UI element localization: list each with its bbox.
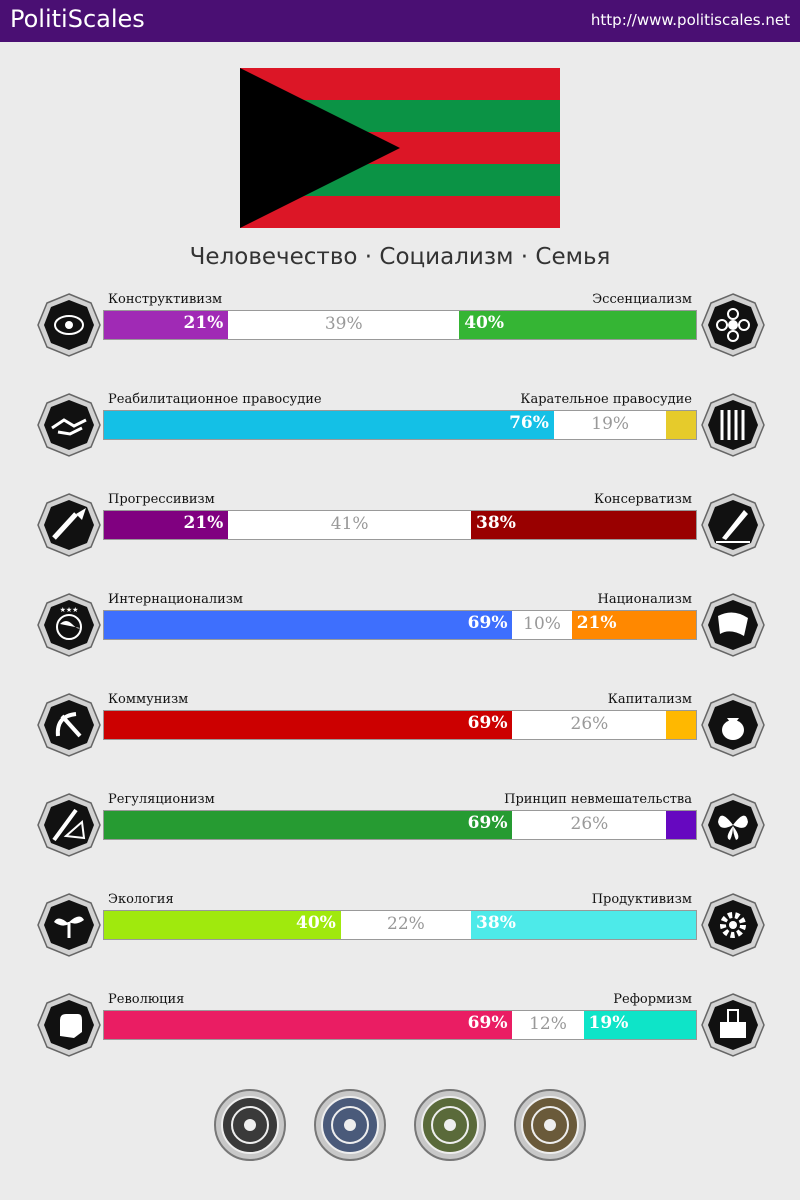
axis-right-label: Национализм [597, 592, 692, 607]
sprout-icon [36, 892, 102, 958]
monarchism-badge-icon [513, 1088, 587, 1162]
slogan: Человечество · Социализм · Семья [189, 244, 611, 270]
gear-icon [700, 892, 766, 958]
axis-left-percent: 40% [295, 913, 336, 933]
ideology-flag [240, 68, 560, 228]
axis-left-segment [104, 311, 228, 339]
veganism-badge-icon [413, 1088, 487, 1162]
axis-right-segment [666, 711, 696, 739]
axis-left-label: Реабилитационное правосудие [108, 392, 322, 407]
axis-right-percent: 38% [476, 913, 516, 933]
axis-left-label: Экология [108, 892, 174, 907]
axis-left-percent: 21% [183, 313, 224, 333]
axis-bar [103, 810, 697, 840]
app-logo[interactable]: PolitiScales [10, 5, 145, 33]
axis-right-label: Карательное правосудие [520, 392, 692, 407]
axis-row [0, 790, 800, 890]
axis-right-segment [471, 511, 696, 539]
torch-icon [36, 492, 102, 558]
axis-bar [103, 310, 697, 340]
axis-neutral-percent: 10% [523, 614, 561, 634]
axis-bar [103, 510, 697, 540]
axis-bar [103, 910, 697, 940]
axis-right-segment [471, 911, 696, 939]
axis-right-percent: 38% [476, 513, 516, 533]
axis-neutral-percent: 26% [570, 714, 609, 734]
axis-left-label: Революция [108, 992, 185, 1007]
butterfly-icon [700, 792, 766, 858]
axis-right-percent: 40% [464, 313, 505, 333]
axis-left-segment [104, 1011, 512, 1039]
axis-row [0, 690, 800, 790]
ballot-box-icon [700, 992, 766, 1058]
axis-left-percent: 76% [509, 413, 549, 433]
hammer-sickle-icon [36, 692, 102, 758]
axis-left-segment [104, 411, 554, 439]
axis-neutral-percent: 26% [570, 814, 609, 834]
axis-neutral-percent: 19% [591, 414, 630, 434]
axis-right-label: Эссенциализм [592, 292, 692, 307]
axis-left-percent: 69% [467, 713, 508, 733]
axis-bar [103, 710, 697, 740]
axis-left-segment [104, 911, 341, 939]
axis-row [0, 990, 800, 1090]
site-url[interactable]: http://www.politiscales.net [590, 11, 790, 29]
fist-icon [36, 992, 102, 1058]
axis-left-segment [104, 511, 228, 539]
axis-left-label: Прогрессивизм [108, 492, 215, 507]
axis-right-segment [584, 1011, 696, 1039]
svg-text:★★★: ★★★ [59, 606, 79, 614]
axis-row [0, 590, 800, 690]
axis-left-percent: 69% [467, 813, 508, 833]
axis-right-label: Консерватизм [594, 492, 692, 507]
axis-row [0, 490, 800, 590]
axis-left-percent: 21% [183, 513, 224, 533]
flag-icon [700, 592, 766, 658]
flower-icon [700, 292, 766, 358]
eye-icon [36, 292, 102, 358]
axis-right-percent: 19% [588, 1013, 629, 1033]
axis-right-label: Капитализм [607, 692, 692, 707]
axis-left-label: Коммунизм [108, 692, 189, 707]
prison-bars-icon [700, 392, 766, 458]
anarchism-badge-icon [213, 1088, 287, 1162]
axis-left-segment [104, 711, 512, 739]
money-bag-icon [700, 692, 766, 758]
axis-bar [103, 1010, 697, 1040]
axis-right-label: Принцип невмешательства [504, 792, 692, 807]
axis-right-percent: 21% [576, 613, 617, 633]
axis-right-segment [666, 411, 696, 439]
quill-icon [700, 492, 766, 558]
top-bar [0, 0, 800, 42]
axis-bar [103, 610, 697, 640]
ruler-compass-icon [36, 792, 102, 858]
globe-icon [36, 592, 102, 658]
axis-neutral-percent: 22% [387, 914, 425, 934]
axis-right-segment [572, 611, 696, 639]
axis-right-label: Продуктивизм [591, 892, 692, 907]
axis-neutral-percent: 12% [529, 1014, 567, 1034]
axis-neutral-percent: 39% [324, 314, 363, 334]
axis-row [0, 390, 800, 490]
axis-row [0, 890, 800, 990]
axis-right-segment [666, 811, 696, 839]
axis-right-label: Реформизм [613, 992, 692, 1007]
axis-left-segment [104, 611, 512, 639]
axis-left-label: Конструктивизм [108, 292, 223, 307]
axis-left-label: Регуляционизм [108, 792, 215, 807]
axis-left-segment [104, 811, 512, 839]
handshake-icon [36, 392, 102, 458]
axis-left-percent: 69% [467, 1013, 508, 1033]
axis-right-segment [459, 311, 696, 339]
axis-row [0, 290, 800, 390]
axis-left-label: Интернационализм [108, 592, 244, 607]
axis-bar [103, 410, 697, 440]
axis-left-percent: 69% [467, 613, 508, 633]
axis-neutral-percent: 41% [330, 514, 369, 534]
pragmatism-badge-icon [313, 1088, 387, 1162]
